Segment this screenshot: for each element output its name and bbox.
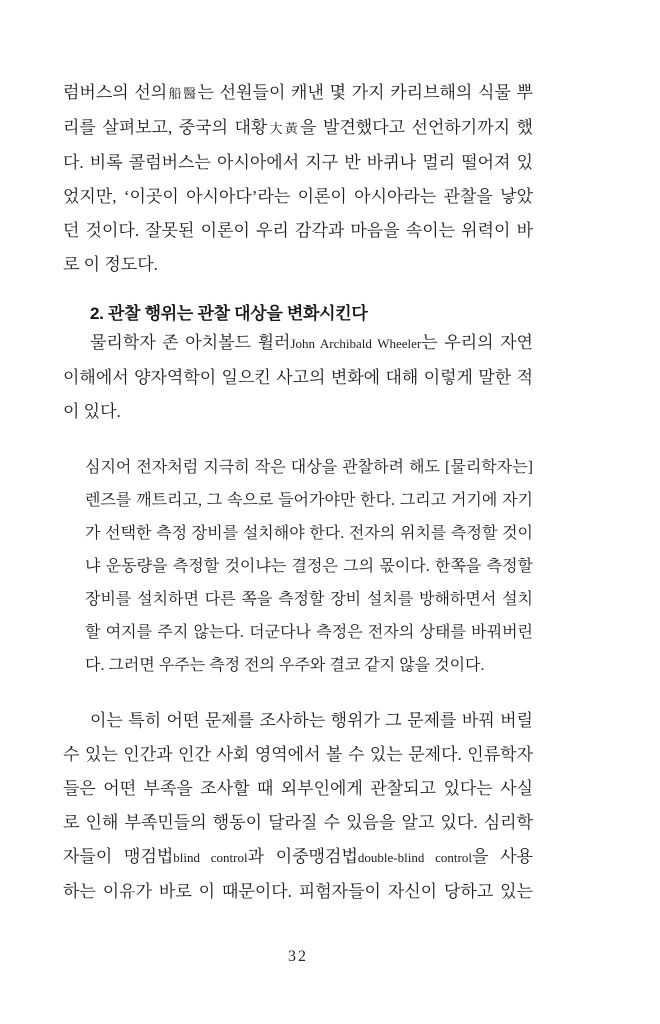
text-run: 자들이 맹검법 [63,847,174,866]
text-run: 럼버스의 선의 [63,83,168,102]
text-line [63,326,533,361]
text-line [63,180,533,214]
text-line [63,806,533,840]
text-line [63,704,533,738]
text-run: 냐 운동량을 측정할 것이냐는 결정은 그의 몫이다. 한쪽을 측정할 [85,558,533,575]
text-run: 수 있는 인간과 인간 사회 영역에서 볼 수 있는 문제다. 인류학자 [63,745,533,764]
text-line [63,146,533,180]
text-run: 로 이 정도다. [63,255,158,274]
text-line [85,451,533,484]
text-line [63,875,533,909]
text-run: 장비를 설치하면 다른 쪽을 측정할 장비 설치를 방해하면서 설치 [85,591,533,608]
text-line [85,616,533,649]
text-run: 들은 어떤 부족을 조사할 때 외부인에게 관찰되고 있다는 사실 [63,779,533,798]
text-line [85,550,533,583]
text-line [85,649,533,682]
text-run: 가 선택한 측정 장비를 설치해야 한다. 전자의 위치를 측정할 것이 [85,525,533,542]
text-run: 심지어 전자처럼 지극히 작은 대상을 관찰하려 해도 [물리학자는] [85,459,533,476]
text-line [63,738,533,772]
text-line [63,76,533,111]
paragraph-human-sciences [63,704,533,909]
text-column [63,76,533,909]
text-run: 는 우리의 자연 [421,333,533,352]
text-run: 과 이중맹검법 [247,847,358,866]
paragraph-wheeler [63,326,533,429]
text-run: 을 발견했다고 선언하기까지 했 [300,118,533,137]
text-line [63,772,533,806]
text-run: 이 있다. [63,402,121,421]
text-run: 렌즈를 깨트리고, 그 속으로 들어가야만 한다. 그리고 거기에 자기 [85,492,533,509]
text-run: 을 사용 [471,847,533,866]
text-line [85,583,533,616]
text-run: 다. 비록 콜럼버스는 아시아에서 지구 반 바퀴나 멀리 떨어져 있 [63,153,533,172]
page-number: 32 [288,948,308,965]
text-line [85,484,533,517]
text-run: 이는 특히 어떤 문제를 조사하는 행위가 그 문제를 바꿔 버릴 [90,711,533,730]
blockquote-wheeler [63,451,533,682]
text-line [63,111,533,146]
text-run: 물리학자 존 아치볼드 휠러 [90,333,291,352]
inline-foreign-term: double-blind control [357,850,472,865]
text-run: 할 여지를 주지 않는다. 더군다나 측정은 전자의 상태를 바꿔버린 [85,624,533,641]
inline-foreign-term: blind control [173,850,248,865]
text-line [63,840,533,875]
section-heading: 2. 관찰 행위는 관찰 대상을 변화시킨다 [90,304,368,323]
inline-foreign-term: John Archibald Wheeler [290,336,422,351]
text-run: 이해에서 양자역학이 일으킨 사고의 변화에 대해 이렇게 말한 적 [63,368,533,387]
text-line [85,517,533,550]
text-run: 다. 그러면 우주는 측정 전의 우주와 결코 같지 않을 것이다. [85,657,485,674]
text-run: 던 것이다. 잘못된 이론이 우리 감각과 마음을 속이는 위력이 바 [63,221,533,240]
text-line [63,214,533,248]
inline-foreign-term: 大黃 [267,121,301,136]
text-line [63,248,533,282]
text-line [63,361,533,395]
text-run: 었지만, ‘이곳이 아시아다’라는 이론이 아시아라는 관찰을 낳았 [63,187,533,206]
text-run: 리를 살펴보고, 중국의 대황 [63,118,268,137]
text-run: 로 인해 부족민들의 행동이 달라질 수 있음을 알고 있다. 심리학 [63,813,533,832]
text-line [63,395,533,429]
text-run: 하는 이유가 바로 이 때문이다. 피험자들이 자신이 당하고 있는 [63,882,533,901]
text-run: 는 선원들이 캐낸 몇 가지 카리브해의 식물 뿌 [197,83,533,102]
paragraph-columbus [63,76,533,282]
inline-foreign-term: 船醫 [167,86,198,101]
